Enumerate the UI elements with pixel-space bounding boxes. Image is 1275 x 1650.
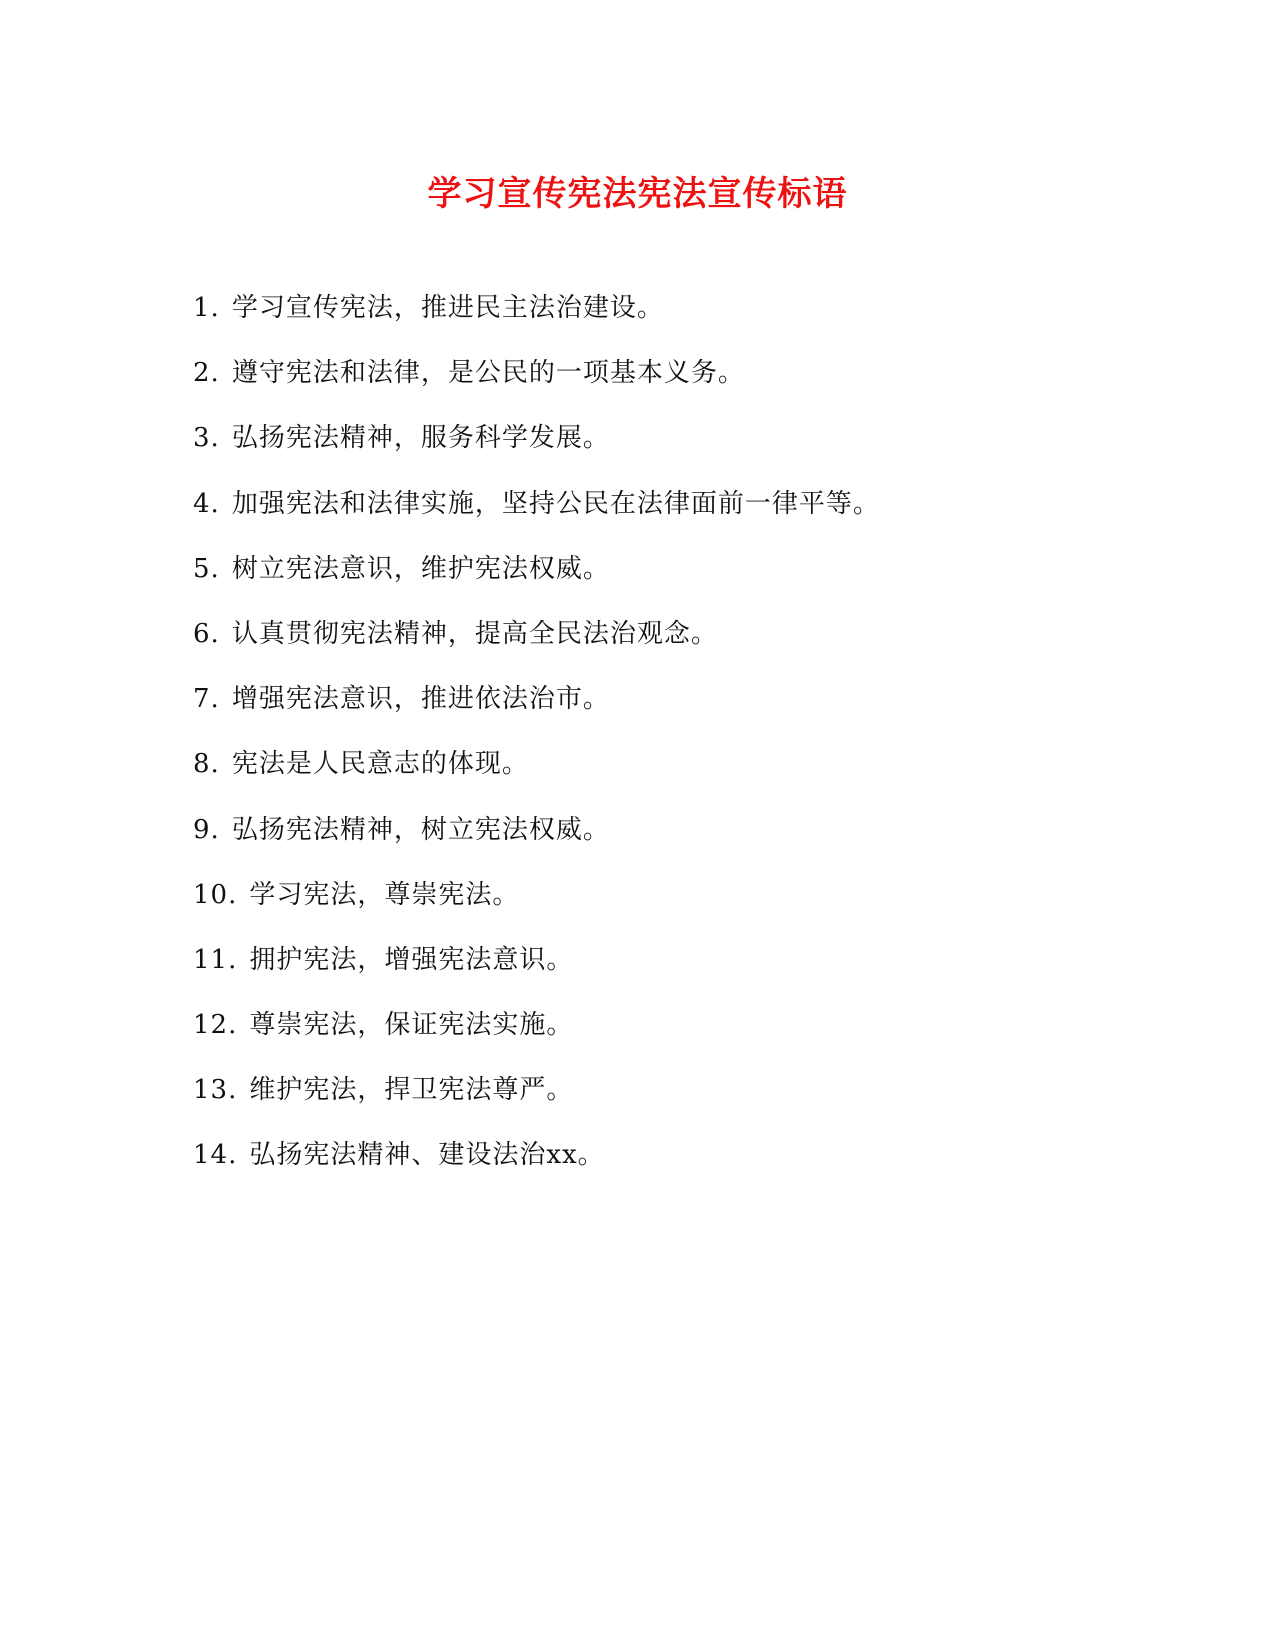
list-item — [193, 1137, 880, 1202]
item-number: 8. — [193, 749, 220, 780]
item-number: 9. — [193, 814, 220, 845]
list-item — [193, 746, 880, 811]
item-number: 5. — [193, 553, 220, 584]
item-text: 增强宪法意识，推进依法治市。 — [231, 684, 610, 715]
document-title: 学习宣传宪法宪法宣传标语 — [427, 174, 848, 214]
list-item — [193, 942, 880, 1007]
item-text: 树立宪法意识，维护宪法权威。 — [231, 553, 610, 584]
item-text: 加强宪法和法律实施，坚持公民在法律面前一律平等。 — [231, 488, 880, 519]
item-text: 学习宪法，尊崇宪法。 — [249, 879, 520, 910]
item-text: 维护宪法，捍卫宪法尊严。 — [249, 1075, 574, 1106]
item-number: 6. — [193, 618, 220, 649]
item-number: 7. — [193, 684, 220, 715]
list-item — [193, 1007, 880, 1072]
list-item — [193, 486, 880, 551]
item-text: 宪法是人民意志的体现。 — [231, 749, 529, 780]
item-text: 拥护宪法，增强宪法意识。 — [249, 944, 574, 975]
item-number: 10. — [193, 879, 238, 910]
item-number: 3. — [193, 423, 220, 454]
list-item — [193, 355, 880, 420]
item-text: 遵守宪法和法律，是公民的一项基本义务。 — [231, 358, 745, 389]
list-item — [193, 290, 880, 355]
list-item — [193, 551, 880, 616]
slogan-list — [193, 290, 880, 1203]
item-number: 2. — [193, 358, 220, 389]
item-number: 11. — [193, 944, 238, 975]
item-number: 12. — [193, 1010, 238, 1041]
item-text: 尊崇宪法，保证宪法实施。 — [249, 1010, 574, 1041]
item-text: 弘扬宪法精神，树立宪法权威。 — [231, 814, 610, 845]
item-number: 4. — [193, 488, 220, 519]
list-item — [193, 1072, 880, 1137]
list-item — [193, 812, 880, 877]
item-text: 弘扬宪法精神、建设法治xx。 — [249, 1140, 605, 1171]
item-text: 学习宣传宪法，推进民主法治建设。 — [231, 293, 664, 323]
list-item — [193, 420, 880, 485]
item-number: 1. — [193, 293, 220, 323]
item-number: 13. — [193, 1075, 238, 1106]
item-text: 弘扬宪法精神，服务科学发展。 — [231, 423, 610, 454]
list-item — [193, 616, 880, 681]
item-text: 认真贯彻宪法精神，提高全民法治观念。 — [231, 618, 718, 649]
item-number: 14. — [193, 1140, 238, 1171]
list-item — [193, 877, 880, 942]
list-item — [193, 681, 880, 746]
